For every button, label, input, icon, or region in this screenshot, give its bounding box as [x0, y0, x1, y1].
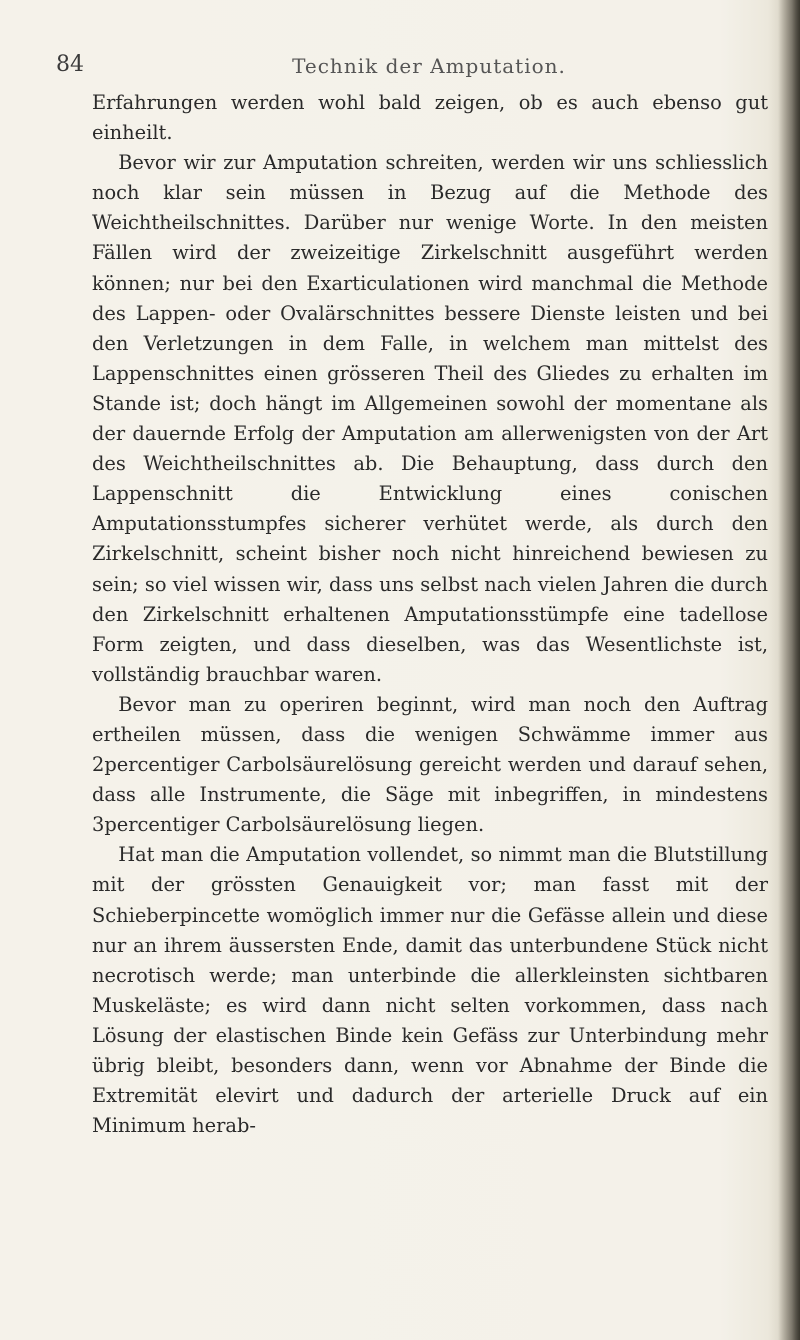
paragraph-carbolsaeure: Bevor man zu operiren beginnt, wird man noch den Auftrag ertheilen müssen, dass die wenigen Schwämme immer aus 2percentiger Carbolsäurelösung gereicht werden und darauf sehen, dass alle Instrumente, die Säge mit inbegriffen, in mindestens 3percentiger Carbolsäurelösung liegen.	[92, 692, 768, 837]
running-head: Technik der Amputation.	[292, 54, 566, 78]
body-text	[92, 88, 768, 1141]
paragraph-weichtheilschnitt: Bevor wir zur Amputation schreiten, werden wir uns schliesslich noch klar sein müssen in Bezug auf die Methode des Weichtheilschnittes. Darüber nur wenige Worte. In den meisten Fällen wird der zweizeitige Zirkelschnitt ausgeführt werden können; nur bei den Exarticulationen wird manchmal die Methode des Lappen- oder Ovalärschnittes bessere Dienste leisten und bei den Verletzungen in dem Falle, in welchem man mittelst des Lappenschnittes einen grösseren Theil des Gliedes zu erhalten im Stande ist; doch hängt im Allgemeinen sowohl der momentane als der dauernde Erfolg der Amputation am allerwenigsten von der Art des Weichtheilschnittes ab. Die Behauptung, dass durch den Lappenschnitt die Entwicklung eines conischen Amputationsstumpfes sicherer verhütet werde, als durch den Zirkelschnitt, scheint bisher noch nicht hinreichend bewiesen zu sein; so viel wissen wir, dass uns selbst nach vielen Jahren die durch den Zirkelschnitt erhaltenen Amputationsstümpfe eine tadellose Form zeigten, und dass dieselben, was das Wesentlichste ist, vollständig brauchbar waren.	[92, 151, 768, 686]
paragraph-continued: Erfahrungen werden wohl bald zeigen, ob es auch ebenso gut einheilt.	[92, 91, 768, 145]
page-header	[56, 52, 762, 82]
page-spine-shadow	[778, 0, 800, 1340]
page-number: 84	[56, 52, 84, 77]
paragraph-blutstillung: Hat man die Amputation vollendet, so nimmt man die Blutstillung mit der grössten Genauigkeit vor; man fasst mit der Schieberpincette womöglich immer nur die Gefässe allein und diese nur an ihrem äussersten Ende, damit das unterbundene Stück nicht necrotisch werde; man unterbinde die allerkleinsten sichtbaren Muskeläste; es wird dann nicht selten vorkommen, dass nach Lösung der elastischen Binde kein Gefäss zur Unterbindung mehr übrig bleibt, besonders dann, wenn vor Abnahme der Binde die Extremität elevirt und dadurch der arterielle Druck auf ein Minimum herab-	[92, 843, 768, 1138]
